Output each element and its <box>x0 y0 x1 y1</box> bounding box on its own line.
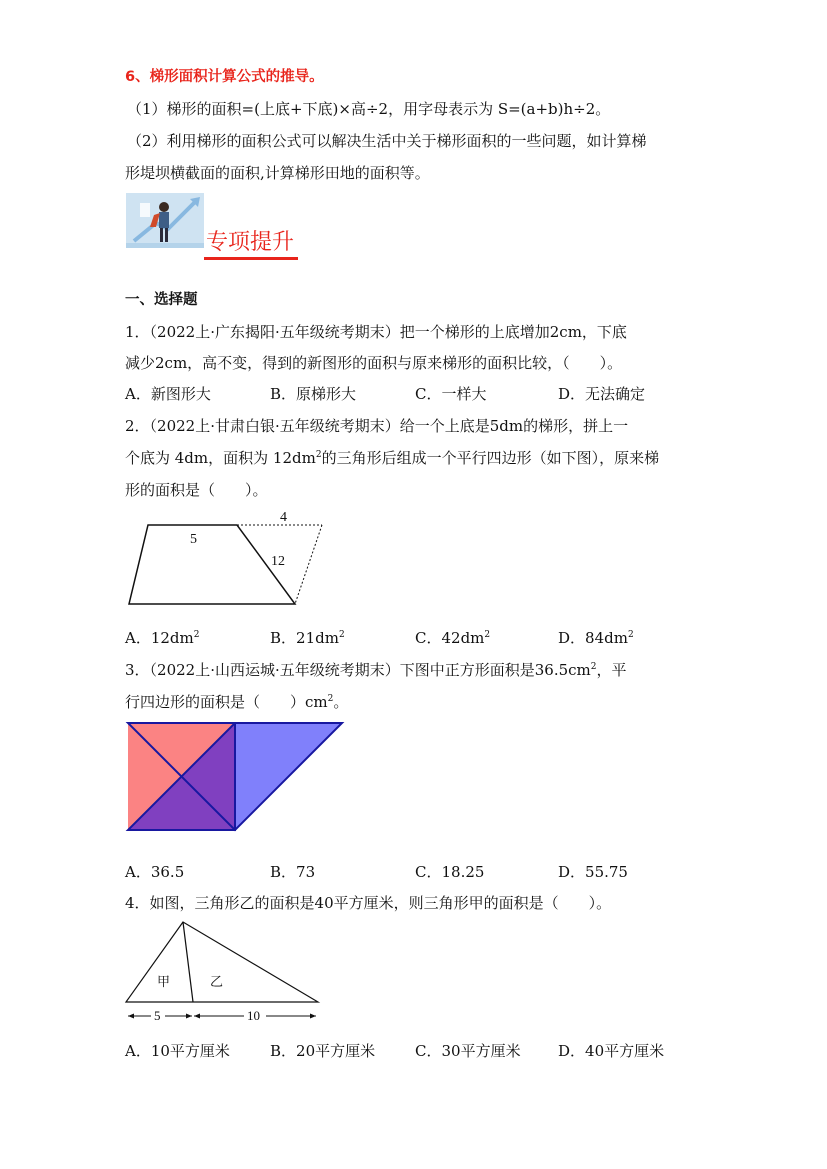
q4-option-d[interactable]: D．40平方厘米 <box>558 1042 665 1060</box>
q3-option-c[interactable]: C．18.25 <box>415 863 485 881</box>
banner-person-icon <box>126 193 204 248</box>
q3-line1-sup: 2 <box>590 662 597 672</box>
part-title: 一、选择题 <box>125 292 198 308</box>
q2-option-c[interactable] <box>415 628 490 648</box>
q3-options <box>125 862 725 882</box>
q4-triangle-figure <box>120 918 325 1026</box>
banner-title: 专项提升 <box>206 230 295 255</box>
q1-option-d[interactable]: D．无法确定 <box>558 385 646 403</box>
q2-line2-sup: 2 <box>315 450 322 460</box>
label-base-5: 5 <box>154 1008 161 1023</box>
q2-line2-text-a: 个底为 4dm，面积为 12dm <box>125 449 316 467</box>
q2-option-a-sup: 2 <box>193 630 200 640</box>
q3-line2-sup: 2 <box>327 694 334 704</box>
q1-line1: 1．（2022上·广东揭阳·五年级统考期末）把一个梯形的上底增加2cm，下底 <box>125 323 627 341</box>
q2-option-b-sup: 2 <box>338 630 345 640</box>
section-heading: 6、梯形面积计算公式的推导。 <box>125 69 324 85</box>
triangle-side-dotted <box>295 525 322 604</box>
q2-option-d-sup: 2 <box>627 630 634 640</box>
q2-trapezoid-figure <box>120 505 330 610</box>
q2-option-b-text: B．21dm <box>270 629 339 647</box>
q3-line1 <box>125 660 627 680</box>
q2-option-c-sup: 2 <box>484 630 491 640</box>
divider-line <box>183 922 193 1002</box>
big-triangle <box>126 922 318 1002</box>
q3-line1-text-b: ，平 <box>596 661 627 679</box>
q4-line1: 4．如图，三角形乙的面积是40平方厘米，则三角形甲的面积是（ ）。 <box>125 894 612 912</box>
arrow-left-start <box>128 1014 134 1019</box>
q4-options <box>125 1041 725 1061</box>
q2-line1: 2．（2022上·甘肃白银·五年级统考期末）给一个上底是5dm的梯形，拼上一 <box>125 417 629 435</box>
formula-paragraph: （1）梯形的面积=(上底+下底)×高÷2，用字母表示为 S=(a+b)h÷2。 <box>127 100 611 118</box>
q2-option-a[interactable] <box>125 628 199 648</box>
q3-line2 <box>125 692 348 712</box>
q4-option-c[interactable]: C．30平方厘米 <box>415 1042 521 1060</box>
label-yi: 乙 <box>210 975 224 990</box>
q2-option-d[interactable] <box>558 628 634 648</box>
q3-line2-text-b: 。 <box>333 693 349 711</box>
q2-option-b[interactable] <box>270 628 345 648</box>
q2-option-d-text: D．84dm <box>558 629 628 647</box>
q1-line2: 减少2cm，高不变，得到的新图形的面积与原来梯形的面积比较，（ ）。 <box>125 354 623 372</box>
q4-option-a[interactable]: A．10平方厘米 <box>125 1042 230 1060</box>
label-base-10: 10 <box>247 1008 260 1023</box>
q3-option-a[interactable]: A．36.5 <box>125 863 185 881</box>
q1-option-a[interactable]: A．新图形大 <box>125 385 211 403</box>
banner-underline <box>204 257 298 260</box>
q2-options <box>125 628 725 648</box>
q2-option-a-text: A．12dm <box>125 629 194 647</box>
label-triangle-base: 4 <box>280 510 287 525</box>
application-paragraph-line2: 形堤坝横截面的面积,计算梯形田地的面积等。 <box>125 164 430 182</box>
q3-square-parallelogram-figure <box>125 720 347 834</box>
q4-option-b[interactable]: B．20平方厘米 <box>270 1042 376 1060</box>
q2-option-c-text: C．42dm <box>415 629 485 647</box>
q2-line2-text-b: 的三角形后组成一个平行四边形（如下图），原来梯 <box>321 449 660 467</box>
q1-option-b[interactable]: B．原梯形大 <box>270 385 357 403</box>
application-paragraph-line1: （2）利用梯形的面积公式可以解决生活中关于梯形面积的一些问题，如计算梯 <box>127 132 647 150</box>
q3-option-b[interactable]: B．73 <box>270 863 316 881</box>
q3-option-d[interactable]: D．55.75 <box>558 863 628 881</box>
arrow-right-end <box>310 1014 316 1019</box>
q3-line2-text-a: 行四边形的面积是（ ）cm <box>125 693 328 711</box>
label-top-base: 5 <box>190 532 197 547</box>
arrow-left-end <box>186 1014 192 1019</box>
q2-line3: 形的面积是（ ）。 <box>125 481 268 499</box>
arrow-right-start <box>194 1014 200 1019</box>
label-triangle-area: 12 <box>271 554 285 569</box>
q2-line2 <box>125 448 659 468</box>
q1-options <box>125 384 725 404</box>
q3-line1-text-a: 3．（2022上·山西运城·五年级统考期末）下图中正方形面积是36.5cm <box>125 661 591 679</box>
label-jia: 甲 <box>157 975 171 990</box>
q1-option-c[interactable]: C．一样大 <box>415 385 487 403</box>
